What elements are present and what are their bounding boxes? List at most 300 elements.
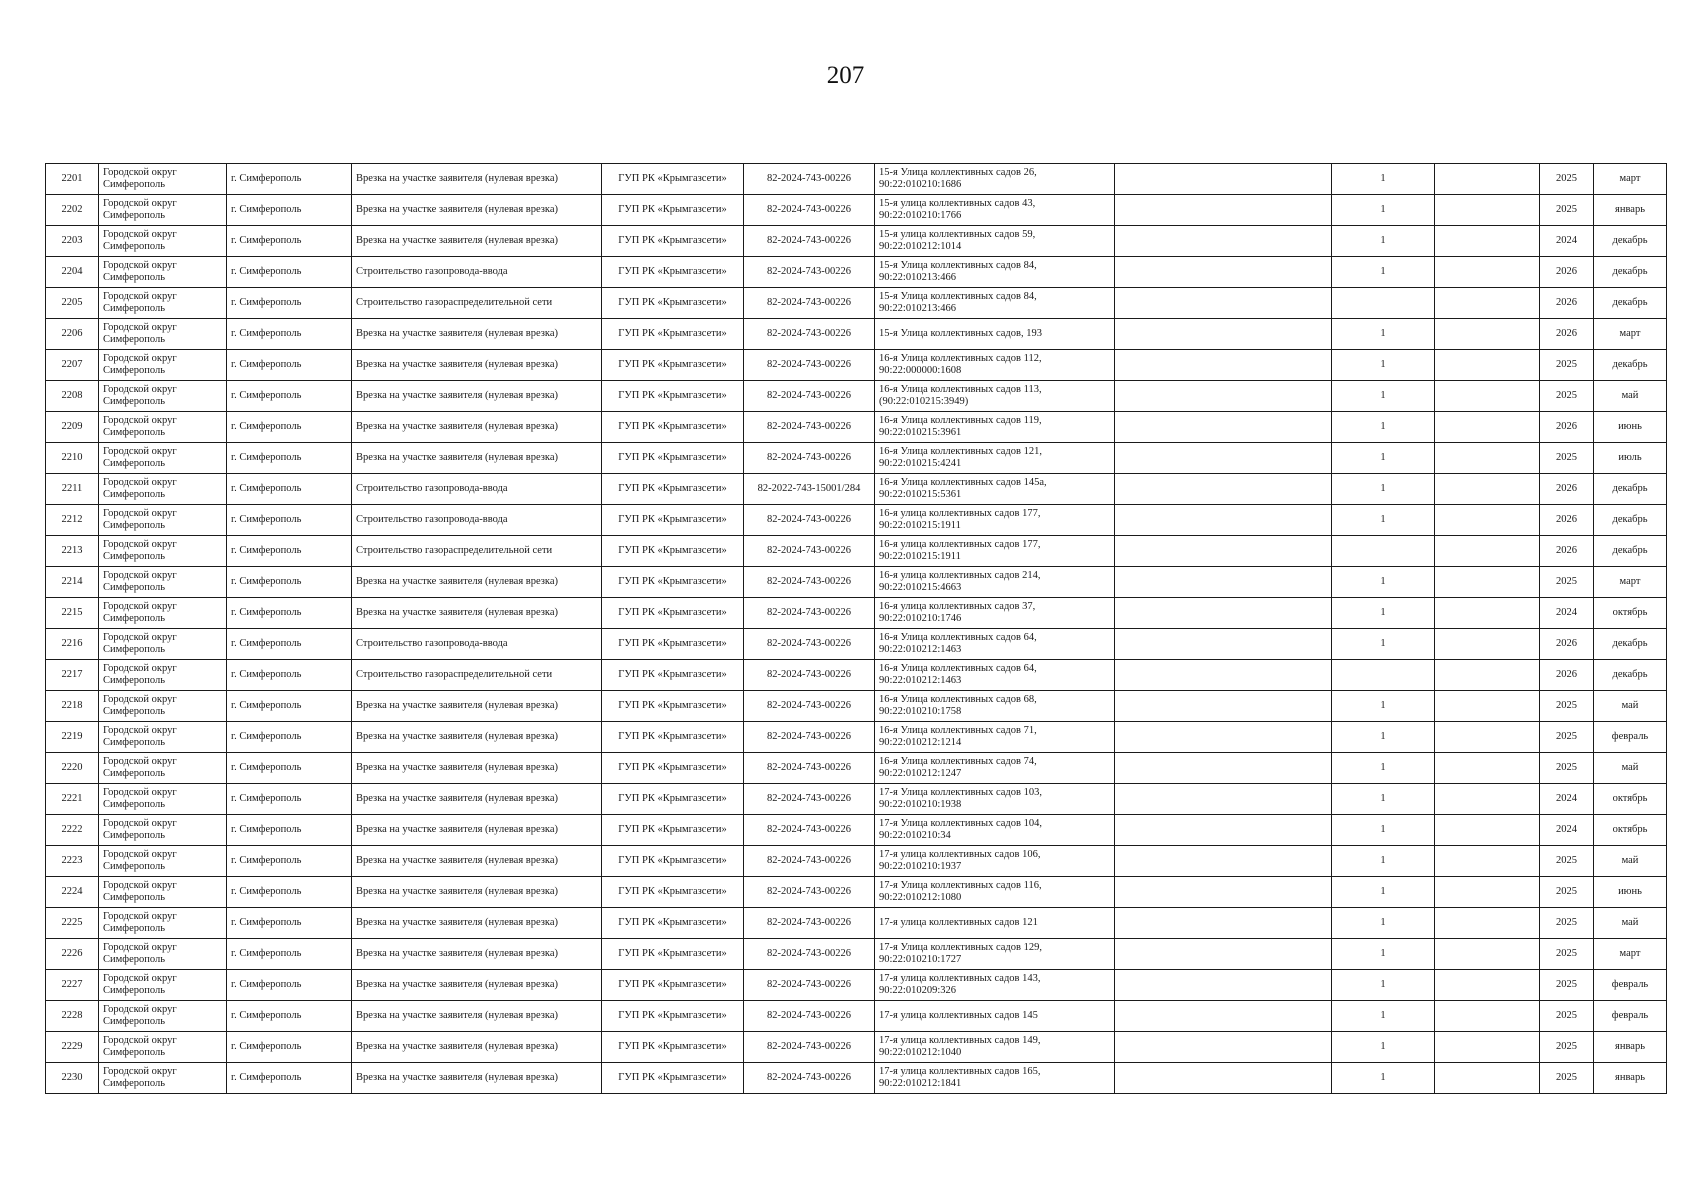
document-number-cell: 82-2024-743-00226 [744,784,875,815]
address-cell: 16-я Улица коллективных садов 71, 90:22:010212:1214 [875,722,1115,753]
quantity-cell: 1 [1332,567,1435,598]
quantity-cell: 1 [1332,598,1435,629]
table-row [46,195,1667,226]
table-row [46,381,1667,412]
organization-cell: ГУП РК «Крымгазсети» [602,939,744,970]
work-type-cell: Врезка на участке заявителя (нулевая врезка) [352,598,602,629]
address-cell: 15-я Улица коллективных садов 26, 90:22:010210:1686 [875,164,1115,195]
document-number-cell: 82-2024-743-00226 [744,815,875,846]
month-cell: май [1594,381,1667,412]
quantity-cell: 1 [1332,784,1435,815]
blank-cell [1435,474,1540,505]
blank-cell [1435,164,1540,195]
document-number-cell: 82-2024-743-00226 [744,350,875,381]
row-number-cell: 2223 [46,846,99,877]
district-cell: Городской округ Симферополь [99,815,227,846]
quantity-cell: 1 [1332,381,1435,412]
table-row [46,846,1667,877]
organization-cell: ГУП РК «Крымгазсети» [602,629,744,660]
year-cell: 2025 [1540,1063,1594,1094]
blank-cell [1115,753,1332,784]
row-number-cell: 2229 [46,1032,99,1063]
row-number-cell: 2226 [46,939,99,970]
quantity-cell: 1 [1332,629,1435,660]
month-cell: декабрь [1594,474,1667,505]
table-row [46,412,1667,443]
row-number-cell: 2205 [46,288,99,319]
address-cell: 16-я улица коллективных садов 177, 90:22:010215:1911 [875,536,1115,567]
work-type-cell: Врезка на участке заявителя (нулевая врезка) [352,970,602,1001]
blank-cell [1115,660,1332,691]
year-cell: 2026 [1540,288,1594,319]
year-cell: 2026 [1540,412,1594,443]
table-row [46,257,1667,288]
month-cell: март [1594,164,1667,195]
district-cell: Городской округ Симферополь [99,505,227,536]
district-cell: Городской округ Симферополь [99,443,227,474]
month-cell: декабрь [1594,288,1667,319]
address-cell: 17-я улица коллективных садов 149, 90:22:010212:1040 [875,1032,1115,1063]
blank-cell [1435,691,1540,722]
quantity-cell: 1 [1332,226,1435,257]
organization-cell: ГУП РК «Крымгазсети» [602,660,744,691]
address-cell: 16-я Улица коллективных садов 64, 90:22:010212:1463 [875,660,1115,691]
blank-cell [1435,381,1540,412]
district-cell: Городской округ Симферополь [99,846,227,877]
work-type-cell: Врезка на участке заявителя (нулевая врезка) [352,815,602,846]
work-type-cell: Врезка на участке заявителя (нулевая врезка) [352,908,602,939]
blank-cell [1115,970,1332,1001]
address-cell: 16-я Улица коллективных садов 145а, 90:22:010215:5361 [875,474,1115,505]
work-type-cell: Врезка на участке заявителя (нулевая врезка) [352,195,602,226]
row-number-cell: 2221 [46,784,99,815]
address-cell: 17-я Улица коллективных садов 116, 90:22:010212:1080 [875,877,1115,908]
district-cell: Городской округ Симферополь [99,660,227,691]
city-cell: г. Симферополь [227,381,352,412]
year-cell: 2024 [1540,598,1594,629]
document-number-cell: 82-2024-743-00226 [744,908,875,939]
quantity-cell: 1 [1332,753,1435,784]
blank-cell [1435,815,1540,846]
blank-cell [1435,1001,1540,1032]
year-cell: 2025 [1540,195,1594,226]
document-number-cell: 82-2024-743-00226 [744,1063,875,1094]
row-number-cell: 2210 [46,443,99,474]
address-cell: 16-я Улица коллективных садов 74, 90:22:010212:1247 [875,753,1115,784]
month-cell: январь [1594,1063,1667,1094]
blank-cell [1435,970,1540,1001]
month-cell: июнь [1594,412,1667,443]
blank-cell [1115,412,1332,443]
blank-cell [1115,846,1332,877]
blank-cell [1115,908,1332,939]
table-row [46,288,1667,319]
year-cell: 2025 [1540,381,1594,412]
month-cell: март [1594,567,1667,598]
organization-cell: ГУП РК «Крымгазсети» [602,722,744,753]
registry-table [45,163,1667,1094]
organization-cell: ГУП РК «Крымгазсети» [602,195,744,226]
work-type-cell: Врезка на участке заявителя (нулевая врезка) [352,753,602,784]
address-cell: 17-я Улица коллективных садов 104, 90:22:010210:34 [875,815,1115,846]
document-number-cell: 82-2024-743-00226 [744,1001,875,1032]
city-cell: г. Симферополь [227,474,352,505]
organization-cell: ГУП РК «Крымгазсети» [602,753,744,784]
work-type-cell: Строительство газопровода-ввода [352,629,602,660]
blank-cell [1435,877,1540,908]
table-row [46,629,1667,660]
organization-cell: ГУП РК «Крымгазсети» [602,226,744,257]
quantity-cell: 1 [1332,474,1435,505]
blank-cell [1435,288,1540,319]
address-cell: 15-я улица коллективных садов 59, 90:22:010212:1014 [875,226,1115,257]
blank-cell [1115,195,1332,226]
quantity-cell: 1 [1332,1063,1435,1094]
month-cell: октябрь [1594,784,1667,815]
row-number-cell: 2212 [46,505,99,536]
organization-cell: ГУП РК «Крымгазсети» [602,288,744,319]
blank-cell [1435,319,1540,350]
table-row [46,474,1667,505]
quantity-cell: 1 [1332,195,1435,226]
district-cell: Городской округ Симферополь [99,257,227,288]
district-cell: Городской округ Симферополь [99,319,227,350]
year-cell: 2026 [1540,629,1594,660]
row-number-cell: 2218 [46,691,99,722]
blank-cell [1435,443,1540,474]
city-cell: г. Симферополь [227,753,352,784]
blank-cell [1115,319,1332,350]
blank-cell [1435,257,1540,288]
address-cell: 17-я улица коллективных садов 106, 90:22:010210:1937 [875,846,1115,877]
table-row [46,1063,1667,1094]
work-type-cell: Врезка на участке заявителя (нулевая врезка) [352,877,602,908]
month-cell: июль [1594,443,1667,474]
address-cell: 16-я Улица коллективных садов 68, 90:22:010210:1758 [875,691,1115,722]
quantity-cell: 1 [1332,164,1435,195]
year-cell: 2026 [1540,536,1594,567]
blank-cell [1115,1063,1332,1094]
row-number-cell: 2201 [46,164,99,195]
document-number-cell: 82-2024-743-00226 [744,505,875,536]
month-cell: май [1594,691,1667,722]
row-number-cell: 2206 [46,319,99,350]
year-cell: 2025 [1540,877,1594,908]
organization-cell: ГУП РК «Крымгазсети» [602,1032,744,1063]
organization-cell: ГУП РК «Крымгазсети» [602,815,744,846]
month-cell: декабрь [1594,505,1667,536]
blank-cell [1115,381,1332,412]
address-cell: 16-я Улица коллективных садов 119, 90:22:010215:3961 [875,412,1115,443]
table-row [46,164,1667,195]
district-cell: Городской округ Симферополь [99,970,227,1001]
city-cell: г. Симферополь [227,226,352,257]
blank-cell [1435,412,1540,443]
city-cell: г. Симферополь [227,536,352,567]
year-cell: 2025 [1540,164,1594,195]
month-cell: декабрь [1594,257,1667,288]
blank-cell [1435,846,1540,877]
document-number-cell: 82-2024-743-00226 [744,598,875,629]
month-cell: февраль [1594,722,1667,753]
organization-cell: ГУП РК «Крымгазсети» [602,505,744,536]
city-cell: г. Симферополь [227,195,352,226]
month-cell: июнь [1594,877,1667,908]
quantity-cell: 1 [1332,846,1435,877]
quantity-cell: 1 [1332,691,1435,722]
row-number-cell: 2227 [46,970,99,1001]
quantity-cell [1332,288,1435,319]
year-cell: 2024 [1540,815,1594,846]
organization-cell: ГУП РК «Крымгазсети» [602,846,744,877]
work-type-cell: Врезка на участке заявителя (нулевая врезка) [352,319,602,350]
table-row [46,877,1667,908]
city-cell: г. Симферополь [227,660,352,691]
organization-cell: ГУП РК «Крымгазсети» [602,691,744,722]
row-number-cell: 2214 [46,567,99,598]
table-row [46,536,1667,567]
year-cell: 2025 [1540,908,1594,939]
table-row [46,350,1667,381]
document-number-cell: 82-2024-743-00226 [744,1032,875,1063]
address-cell: 16-я улица коллективных садов 37, 90:22:010210:1746 [875,598,1115,629]
district-cell: Городской округ Симферополь [99,164,227,195]
month-cell: май [1594,908,1667,939]
row-number-cell: 2228 [46,1001,99,1032]
document-number-cell: 82-2024-743-00226 [744,691,875,722]
organization-cell: ГУП РК «Крымгазсети» [602,474,744,505]
document-number-cell: 82-2024-743-00226 [744,164,875,195]
work-type-cell: Строительство газораспределительной сети [352,288,602,319]
blank-cell [1115,877,1332,908]
work-type-cell: Врезка на участке заявителя (нулевая врезка) [352,1063,602,1094]
city-cell: г. Симферополь [227,691,352,722]
organization-cell: ГУП РК «Крымгазсети» [602,350,744,381]
blank-cell [1115,629,1332,660]
year-cell: 2025 [1540,350,1594,381]
organization-cell: ГУП РК «Крымгазсети» [602,257,744,288]
year-cell: 2025 [1540,722,1594,753]
document-number-cell: 82-2024-743-00226 [744,319,875,350]
organization-cell: ГУП РК «Крымгазсети» [602,443,744,474]
document-number-cell: 82-2024-743-00226 [744,381,875,412]
blank-cell [1115,257,1332,288]
address-cell: 16-я улица коллективных садов 214, 90:22:010215:4663 [875,567,1115,598]
work-type-cell: Врезка на участке заявителя (нулевая врезка) [352,722,602,753]
table-row [46,753,1667,784]
table-row [46,908,1667,939]
month-cell: май [1594,846,1667,877]
document-number-cell: 82-2024-743-00226 [744,660,875,691]
work-type-cell: Строительство газопровода-ввода [352,505,602,536]
blank-cell [1435,722,1540,753]
table-body [46,164,1667,1094]
year-cell: 2025 [1540,846,1594,877]
city-cell: г. Симферополь [227,319,352,350]
city-cell: г. Симферополь [227,1001,352,1032]
month-cell: январь [1594,195,1667,226]
row-number-cell: 2224 [46,877,99,908]
blank-cell [1115,784,1332,815]
row-number-cell: 2217 [46,660,99,691]
address-cell: 17-я улица коллективных садов 165, 90:22:010212:1841 [875,1063,1115,1094]
blank-cell [1435,939,1540,970]
document-number-cell: 82-2024-743-00226 [744,753,875,784]
district-cell: Городской округ Симферополь [99,939,227,970]
year-cell: 2025 [1540,1001,1594,1032]
quantity-cell: 1 [1332,412,1435,443]
district-cell: Городской округ Симферополь [99,598,227,629]
blank-cell [1435,226,1540,257]
district-cell: Городской округ Симферополь [99,381,227,412]
blank-cell [1115,164,1332,195]
quantity-cell: 1 [1332,877,1435,908]
address-cell: 16-я Улица коллективных садов 112, 90:22:000000:1608 [875,350,1115,381]
document-number-cell: 82-2024-743-00226 [744,970,875,1001]
blank-cell [1435,908,1540,939]
work-type-cell: Врезка на участке заявителя (нулевая врезка) [352,443,602,474]
quantity-cell: 1 [1332,722,1435,753]
document-number-cell: 82-2024-743-00226 [744,257,875,288]
table-row [46,815,1667,846]
district-cell: Городской округ Симферополь [99,877,227,908]
row-number-cell: 2213 [46,536,99,567]
quantity-cell [1332,660,1435,691]
city-cell: г. Симферополь [227,412,352,443]
year-cell: 2025 [1540,970,1594,1001]
quantity-cell: 1 [1332,815,1435,846]
organization-cell: ГУП РК «Крымгазсети» [602,877,744,908]
year-cell: 2026 [1540,257,1594,288]
blank-cell [1115,288,1332,319]
city-cell: г. Симферополь [227,629,352,660]
blank-cell [1115,691,1332,722]
month-cell: декабрь [1594,350,1667,381]
table-row [46,784,1667,815]
organization-cell: ГУП РК «Крымгазсети» [602,164,744,195]
work-type-cell: Врезка на участке заявителя (нулевая врезка) [352,939,602,970]
work-type-cell: Врезка на участке заявителя (нулевая врезка) [352,381,602,412]
blank-cell [1435,660,1540,691]
address-cell: 17-я Улица коллективных садов 103, 90:22:010210:1938 [875,784,1115,815]
district-cell: Городской округ Симферополь [99,1001,227,1032]
blank-cell [1115,536,1332,567]
city-cell: г. Симферополь [227,970,352,1001]
month-cell: декабрь [1594,660,1667,691]
year-cell: 2025 [1540,443,1594,474]
document-number-cell: 82-2024-743-00226 [744,846,875,877]
work-type-cell: Врезка на участке заявителя (нулевая врезка) [352,784,602,815]
month-cell: май [1594,753,1667,784]
address-cell: 16-я Улица коллективных садов 121, 90:22:010215:4241 [875,443,1115,474]
year-cell: 2025 [1540,939,1594,970]
month-cell: март [1594,939,1667,970]
row-number-cell: 2211 [46,474,99,505]
document-number-cell: 82-2024-743-00226 [744,195,875,226]
organization-cell: ГУП РК «Крымгазсети» [602,1001,744,1032]
document-number-cell: 82-2024-743-00226 [744,443,875,474]
row-number-cell: 2225 [46,908,99,939]
quantity-cell: 1 [1332,350,1435,381]
month-cell: октябрь [1594,815,1667,846]
quantity-cell [1332,536,1435,567]
blank-cell [1115,722,1332,753]
blank-cell [1435,505,1540,536]
address-cell: 17-я улица коллективных садов 143, 90:22:010209:326 [875,970,1115,1001]
table-row [46,1001,1667,1032]
work-type-cell: Врезка на участке заявителя (нулевая врезка) [352,226,602,257]
address-cell: 17-я улица коллективных садов 121 [875,908,1115,939]
organization-cell: ГУП РК «Крымгазсети» [602,381,744,412]
quantity-cell: 1 [1332,505,1435,536]
district-cell: Городской округ Симферополь [99,412,227,443]
month-cell: декабрь [1594,536,1667,567]
table-row [46,722,1667,753]
table-row [46,505,1667,536]
work-type-cell: Врезка на участке заявителя (нулевая врезка) [352,412,602,443]
city-cell: г. Симферополь [227,846,352,877]
blank-cell [1435,195,1540,226]
quantity-cell: 1 [1332,1032,1435,1063]
district-cell: Городской округ Симферополь [99,536,227,567]
organization-cell: ГУП РК «Крымгазсети» [602,567,744,598]
city-cell: г. Симферополь [227,598,352,629]
district-cell: Городской округ Симферополь [99,908,227,939]
table-row [46,660,1667,691]
district-cell: Городской округ Симферополь [99,753,227,784]
district-cell: Городской округ Симферополь [99,195,227,226]
quantity-cell: 1 [1332,908,1435,939]
document-number-cell: 82-2022-743-15001/284 [744,474,875,505]
document-number-cell: 82-2024-743-00226 [744,288,875,319]
district-cell: Городской округ Симферополь [99,567,227,598]
table-row [46,1032,1667,1063]
blank-cell [1115,505,1332,536]
organization-cell: ГУП РК «Крымгазсети» [602,598,744,629]
work-type-cell: Врезка на участке заявителя (нулевая врезка) [352,1032,602,1063]
month-cell: декабрь [1594,629,1667,660]
document-number-cell: 82-2024-743-00226 [744,722,875,753]
blank-cell [1115,567,1332,598]
month-cell: март [1594,319,1667,350]
address-cell: 16-я улица коллективных садов 177, 90:22:010215:1911 [875,505,1115,536]
city-cell: г. Симферополь [227,815,352,846]
quantity-cell: 1 [1332,970,1435,1001]
address-cell: 16-я Улица коллективных садов 64, 90:22:010212:1463 [875,629,1115,660]
work-type-cell: Врезка на участке заявителя (нулевая врезка) [352,567,602,598]
blank-cell [1115,474,1332,505]
district-cell: Городской округ Симферополь [99,226,227,257]
organization-cell: ГУП РК «Крымгазсети» [602,784,744,815]
city-cell: г. Симферополь [227,722,352,753]
document-number-cell: 82-2024-743-00226 [744,536,875,567]
row-number-cell: 2204 [46,257,99,288]
work-type-cell: Врезка на участке заявителя (нулевая врезка) [352,846,602,877]
year-cell: 2026 [1540,505,1594,536]
blank-cell [1435,753,1540,784]
work-type-cell: Врезка на участке заявителя (нулевая врезка) [352,164,602,195]
address-cell: 17-я улица коллективных садов 145 [875,1001,1115,1032]
row-number-cell: 2220 [46,753,99,784]
year-cell: 2026 [1540,474,1594,505]
page-number: 207 [826,62,865,89]
blank-cell [1115,226,1332,257]
blank-cell [1435,536,1540,567]
work-type-cell: Строительство газораспределительной сети [352,660,602,691]
organization-cell: ГУП РК «Крымгазсети» [602,908,744,939]
document-number-cell: 82-2024-743-00226 [744,939,875,970]
quantity-cell: 1 [1332,443,1435,474]
